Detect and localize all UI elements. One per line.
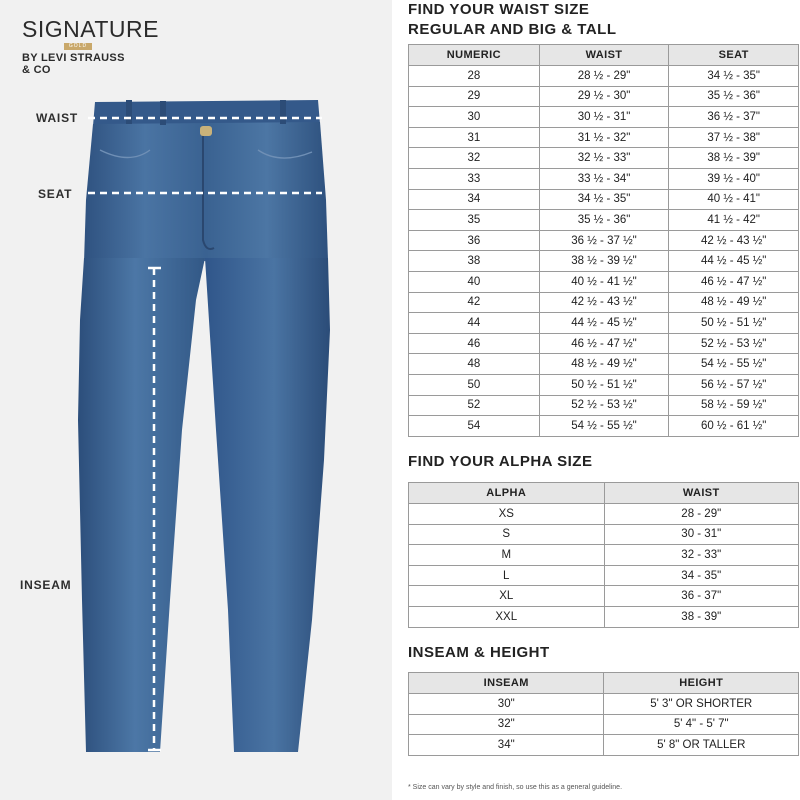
column-header-alpha: ALPHA [409, 483, 605, 504]
table-row [409, 210, 799, 231]
table-row [409, 735, 799, 756]
table-cell: 35 ½ - 36" [669, 86, 799, 107]
column-header-height: HEIGHT [604, 673, 799, 694]
table-cell: 54 [409, 416, 540, 437]
table-cell: 41 ½ - 42" [669, 210, 799, 231]
alpha-size-table [408, 482, 799, 628]
table-row [409, 66, 799, 87]
waist-size-title [408, 0, 616, 40]
table-cell: 58 ½ - 59 ½" [669, 395, 799, 416]
table-cell: 48 [409, 354, 540, 375]
jeans-hip-area [84, 122, 328, 262]
brand-signature: SIGNATURE [22, 16, 159, 42]
table-row [409, 313, 799, 334]
jeans-right-leg [205, 258, 330, 752]
table-cell: 54 ½ - 55 ½" [669, 354, 799, 375]
table-cell: 48 ½ - 49 ½" [669, 292, 799, 313]
waist-label: WAIST [36, 111, 78, 125]
table-row [409, 189, 799, 210]
table-cell: 44 ½ - 45 ½" [669, 251, 799, 272]
table-cell: 52 ½ - 53 ½" [669, 333, 799, 354]
alpha-size-title: FIND YOUR ALPHA SIZE [408, 453, 593, 470]
column-header-waist: WAIST [539, 45, 669, 66]
size-chart-panel [392, 0, 800, 800]
table-cell: 44 ½ - 45 ½" [539, 313, 669, 334]
inseam-label: INSEAM [20, 578, 72, 592]
table-cell: 5' 4" - 5' 7" [604, 714, 799, 735]
waist-size-title-line1: FIND YOUR WAIST SIZE [408, 1, 590, 18]
table-cell: 39 ½ - 40" [669, 168, 799, 189]
table-cell: 38 [409, 251, 540, 272]
table-cell: 32 [409, 148, 540, 169]
table-row [409, 524, 799, 545]
table-cell: 33 ½ - 34" [539, 168, 669, 189]
table-cell: 50 ½ - 51 ½" [539, 374, 669, 395]
waist-size-table [408, 44, 799, 437]
table-cell: 54 ½ - 55 ½" [539, 416, 669, 437]
table-cell: 40 [409, 271, 540, 292]
table-row [409, 565, 799, 586]
table-cell: 34 ½ - 35" [539, 189, 669, 210]
table-cell: 30 [409, 107, 540, 128]
table-cell: 35 [409, 210, 540, 231]
table-cell: 5' 3" OR SHORTER [604, 694, 799, 715]
table-cell: 56 ½ - 57 ½" [669, 374, 799, 395]
table-header-row [409, 483, 799, 504]
waist-size-title-line2: REGULAR AND BIG & TALL [408, 21, 617, 38]
table-cell: 60 ½ - 61 ½" [669, 416, 799, 437]
table-cell: 46 ½ - 47 ½" [669, 271, 799, 292]
table-row [409, 504, 799, 525]
table-cell: 34 [409, 189, 540, 210]
brand-by-line: BY LEVI STRAUSS & CO [22, 52, 125, 76]
inseam-height-table [408, 672, 799, 756]
table-cell: 44 [409, 313, 540, 334]
table-cell: 29 ½ - 30" [539, 86, 669, 107]
table-cell: 38 - 39" [604, 606, 799, 627]
table-cell: 35 ½ - 36" [539, 210, 669, 231]
table-cell: XL [409, 586, 605, 607]
table-cell: XS [409, 504, 605, 525]
table-cell: 38 ½ - 39" [669, 148, 799, 169]
table-row [409, 606, 799, 627]
table-row [409, 545, 799, 566]
table-cell: 42 ½ - 43 ½" [539, 292, 669, 313]
product-image-panel [0, 0, 392, 800]
table-cell: 40 ½ - 41 ½" [539, 271, 669, 292]
table-row [409, 251, 799, 272]
table-cell: 38 ½ - 39 ½" [539, 251, 669, 272]
table-row [409, 354, 799, 375]
table-cell: 52 ½ - 53 ½" [539, 395, 669, 416]
table-row [409, 395, 799, 416]
table-header-row [409, 45, 799, 66]
table-row [409, 271, 799, 292]
brand-gold-tag: GOLD [64, 43, 92, 50]
table-cell: 32 ½ - 33" [539, 148, 669, 169]
table-cell: 32 - 33" [604, 545, 799, 566]
table-cell: L [409, 565, 605, 586]
table-cell: 34" [409, 735, 604, 756]
table-row [409, 148, 799, 169]
table-cell: 34 ½ - 35" [669, 66, 799, 87]
table-cell: 42 ½ - 43 ½" [669, 230, 799, 251]
table-cell: 50 [409, 374, 540, 395]
table-header-row [409, 673, 799, 694]
table-cell: 5' 8" OR TALLER [604, 735, 799, 756]
table-cell: 36 ½ - 37" [669, 107, 799, 128]
table-row [409, 374, 799, 395]
column-header-seat: SEAT [669, 45, 799, 66]
table-row [409, 86, 799, 107]
table-cell: 36 [409, 230, 540, 251]
table-cell: 50 ½ - 51 ½" [669, 313, 799, 334]
table-cell: 40 ½ - 41" [669, 189, 799, 210]
table-cell: 30 ½ - 31" [539, 107, 669, 128]
table-cell: 31 [409, 127, 540, 148]
table-cell: 28 ½ - 29" [539, 66, 669, 87]
table-cell: 28 - 29" [604, 504, 799, 525]
table-cell: 28 [409, 66, 540, 87]
table-cell: 46 [409, 333, 540, 354]
table-cell: 33 [409, 168, 540, 189]
table-cell: M [409, 545, 605, 566]
table-row [409, 168, 799, 189]
table-cell: 29 [409, 86, 540, 107]
table-cell: 34 - 35" [604, 565, 799, 586]
table-row [409, 230, 799, 251]
table-cell: 37 ½ - 38" [669, 127, 799, 148]
table-row [409, 694, 799, 715]
column-header-alpha-waist: WAIST [604, 483, 799, 504]
table-cell: 46 ½ - 47 ½" [539, 333, 669, 354]
table-cell: XXL [409, 606, 605, 627]
column-header-inseam: INSEAM [409, 673, 604, 694]
table-row [409, 127, 799, 148]
table-row [409, 107, 799, 128]
table-cell: 36 - 37" [604, 586, 799, 607]
table-cell: 42 [409, 292, 540, 313]
table-cell: 31 ½ - 32" [539, 127, 669, 148]
seat-label: SEAT [38, 187, 73, 201]
table-row [409, 714, 799, 735]
table-row [409, 586, 799, 607]
table-row [409, 416, 799, 437]
table-cell: 30" [409, 694, 604, 715]
inseam-height-title: INSEAM & HEIGHT [408, 644, 550, 661]
table-cell: 36 ½ - 37 ½" [539, 230, 669, 251]
size-footnote: * Size can vary by style and finish, so use this as a general guideline. [408, 784, 623, 791]
table-row [409, 292, 799, 313]
table-cell: 52 [409, 395, 540, 416]
jeans-left-leg [78, 258, 205, 752]
column-header-numeric: NUMERIC [409, 45, 540, 66]
table-row [409, 333, 799, 354]
table-cell: S [409, 524, 605, 545]
table-cell: 30 - 31" [604, 524, 799, 545]
table-cell: 32" [409, 714, 604, 735]
table-cell: 48 ½ - 49 ½" [539, 354, 669, 375]
